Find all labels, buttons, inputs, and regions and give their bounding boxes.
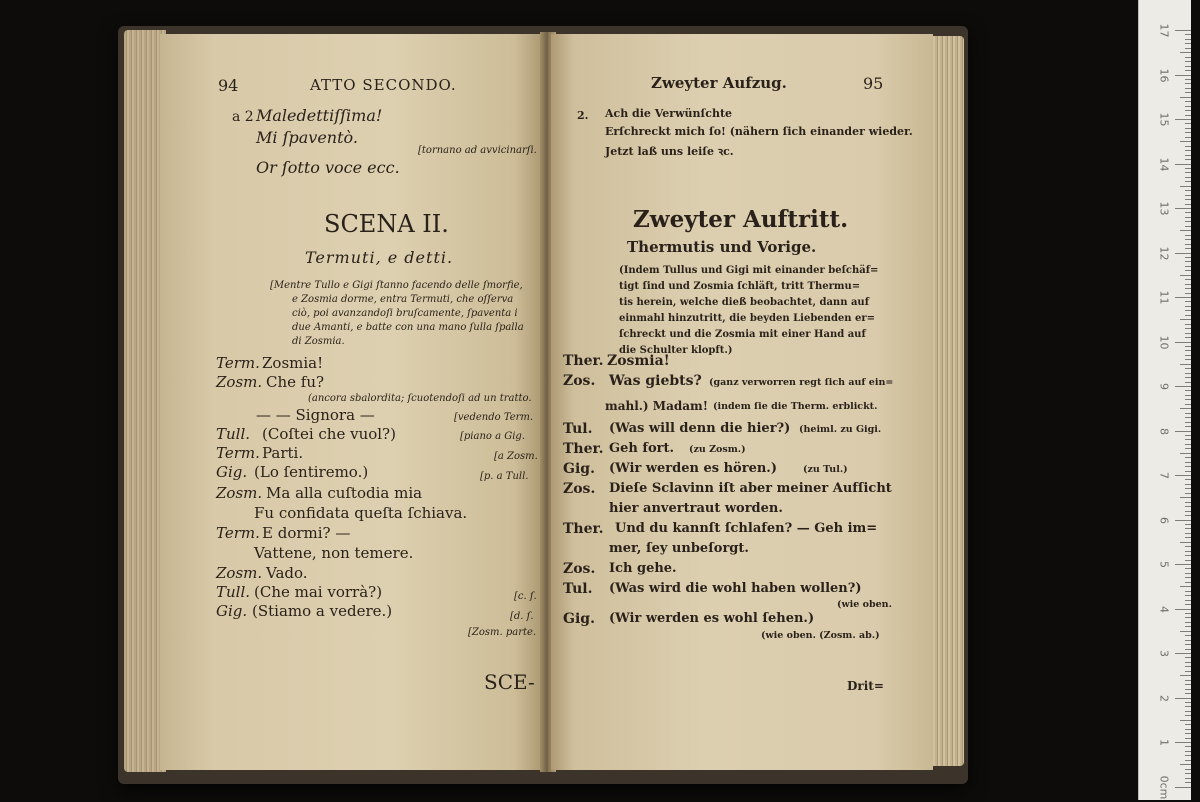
ruler-tick [1175, 253, 1191, 254]
dialogue-line: mahl.) Madam! [605, 399, 708, 413]
ruler-tick [1185, 724, 1191, 725]
ruler-tick [1185, 435, 1191, 436]
ruler-tick [1180, 319, 1191, 320]
dialogue-line: Ma alla cuſtodia mia [266, 484, 423, 502]
ruler-tick [1185, 778, 1191, 779]
ruler-tick [1185, 79, 1191, 80]
ruler-tick [1185, 390, 1191, 391]
ruler-tick [1185, 617, 1191, 618]
stage-aside: [p. a Tull. [480, 471, 529, 482]
speaker-name: Term. [216, 444, 260, 462]
stage-aside: (wie oben. [837, 599, 892, 610]
ruler-tick [1185, 66, 1191, 67]
ruler-tick [1185, 613, 1191, 614]
ruler-tick [1185, 248, 1191, 249]
verse-line: Maledettiſſima! [256, 106, 383, 125]
ruler-tick [1185, 662, 1191, 663]
stage-aside: [d. ſ. [510, 611, 534, 622]
speaker-name: Gig. [563, 461, 595, 477]
ruler-tick [1185, 355, 1191, 356]
speaker-label: 2. [577, 109, 589, 122]
ruler-tick [1185, 511, 1191, 512]
dialogue-line: (Wir werden es wohl ſehen.) [609, 611, 815, 626]
ruler-tick [1185, 279, 1191, 280]
ruler-tick [1185, 689, 1191, 690]
ruler-tick [1185, 226, 1191, 227]
ruler-tick [1185, 448, 1191, 449]
ruler-tick [1185, 92, 1191, 93]
ruler-tick [1185, 404, 1191, 405]
ruler-number: 10 [1157, 335, 1171, 349]
stage-direction-line: di Zosmia. [292, 336, 345, 347]
stage-direction: [tornano ad avvicinarſi. [418, 145, 537, 156]
stage-direction-line: (Indem Tullus und Gigi mit einander beſchäf= [619, 265, 879, 276]
ruler-tick [1185, 462, 1191, 463]
ruler-tick [1185, 555, 1191, 556]
ruler-tick [1185, 123, 1191, 124]
stage-aside: (ganz verworren regt ſich auf ein= [709, 377, 894, 388]
speaker-name: Gig. [216, 602, 248, 620]
stage-aside: [Zosm. parte. [468, 627, 537, 638]
verse-line: Erſchreckt mich ſo! (nähern ſich einander wieder. [605, 125, 913, 138]
stage-aside: (zu Zosm.) [689, 444, 746, 455]
right-page [551, 34, 933, 770]
ruler-tick [1180, 542, 1191, 543]
ruler-tick [1185, 177, 1191, 178]
ruler-number: 6 [1157, 516, 1171, 524]
verse-line: Jetzt laß uns leiſe ꝛc. [605, 145, 734, 158]
ruler-tick [1185, 399, 1191, 400]
scene-title: SCENA II. [324, 210, 449, 238]
stage-direction-line: due Amanti, e batte con una mano ſulla ſpalla [292, 322, 524, 333]
ruler-tick [1185, 680, 1191, 681]
ruler-tick [1185, 70, 1191, 71]
stage-direction-line: die Schulter klopft.) [619, 345, 733, 356]
stage-direction-line: [Mentre Tullo e Gigi ſtanno facendo delle ſmorfie, [270, 280, 523, 291]
dialogue-line: — — Signora — [256, 406, 375, 424]
speaker-name: Tull. [216, 583, 251, 601]
dialogue-line: Dieſe Sclavinn iſt aber meiner Aufſicht [609, 481, 892, 496]
ruler-tick [1180, 497, 1191, 498]
speaker-name: Ther. [563, 441, 604, 457]
ruler-tick [1185, 426, 1191, 427]
ruler-tick [1175, 742, 1191, 743]
ruler-tick [1185, 782, 1191, 783]
ruler-tick [1185, 368, 1191, 369]
ruler-tick [1185, 217, 1191, 218]
ruler-tick [1175, 386, 1191, 387]
ruler-tick [1185, 39, 1191, 40]
ruler-tick [1175, 342, 1191, 343]
ruler-tick [1185, 155, 1191, 156]
ruler-tick [1175, 787, 1191, 788]
ruler-tick [1185, 373, 1191, 374]
ruler-tick [1185, 333, 1191, 334]
left-page-number: 94 [218, 76, 239, 95]
dialogue-line: Ich gehe. [609, 561, 677, 576]
ruler-number: 13 [1157, 201, 1171, 216]
ruler-tick [1180, 586, 1191, 587]
ruler-tick [1185, 626, 1191, 627]
ruler-tick [1185, 635, 1191, 636]
ruler-tick [1180, 631, 1191, 632]
ruler-number: 5 [1157, 561, 1171, 568]
verse-line: Mi ſpaventò. [256, 128, 358, 147]
ruler-number: 16 [1157, 68, 1171, 82]
scene-subtitle: Thermutis und Vorige. [627, 238, 817, 256]
ruler-tick [1175, 564, 1191, 565]
ruler-tick [1185, 640, 1191, 641]
ruler-tick [1185, 101, 1191, 102]
ruler-tick [1175, 30, 1191, 31]
ruler-tick [1175, 609, 1191, 610]
ruler-tick [1185, 471, 1191, 472]
ruler-tick [1180, 141, 1191, 142]
stage-direction-line: tis herein, welche dieß beobachtet, dann auf [619, 297, 869, 308]
ruler-tick [1185, 479, 1191, 480]
ruler-tick [1185, 738, 1191, 739]
dialogue-line: (Was wird die wohl haben wollen?) [609, 581, 862, 596]
ruler-tick [1180, 453, 1191, 454]
ruler-tick [1185, 88, 1191, 89]
ruler-tick [1185, 284, 1191, 285]
ruler-tick [1185, 515, 1191, 516]
dialogue-line: Vattene, non temere. [254, 544, 414, 562]
dialogue-line: Zosmia! [607, 353, 670, 369]
ruler-tick [1185, 57, 1191, 58]
ruler-tick [1180, 675, 1191, 676]
ruler-tick [1185, 195, 1191, 196]
ruler-tick [1185, 172, 1191, 173]
stage-aside: [vedendo Term. [454, 412, 534, 423]
ruler-tick [1175, 164, 1191, 165]
ruler-tick [1175, 475, 1191, 476]
ruler-tick [1185, 261, 1191, 262]
ruler-tick [1185, 591, 1191, 592]
ruler-tick [1175, 431, 1191, 432]
ruler-number: 0cm [1157, 775, 1171, 799]
ruler-tick [1185, 457, 1191, 458]
ruler-tick [1185, 568, 1191, 569]
scene-title: Zweyter Auftritt. [633, 206, 849, 233]
ruler-tick [1185, 657, 1191, 658]
catchword: Drit= [847, 679, 884, 693]
ruler-tick [1185, 595, 1191, 596]
ruler-tick [1185, 204, 1191, 205]
ruler-tick [1185, 359, 1191, 360]
ruler-tick [1185, 422, 1191, 423]
ruler-tick [1185, 61, 1191, 62]
ruler-tick [1185, 493, 1191, 494]
speaker-name: Zos. [563, 561, 596, 577]
ruler-tick [1185, 350, 1191, 351]
verse-line: Or ſotto voce ecc. [256, 158, 400, 177]
stage-aside: [c. ſ. [514, 591, 537, 602]
ruler-tick [1185, 729, 1191, 730]
ruler-tick [1185, 484, 1191, 485]
ruler-tick [1185, 733, 1191, 734]
ruler-tick [1185, 413, 1191, 414]
ruler-number: 12 [1157, 246, 1171, 260]
speaker-name: Zosm. [216, 564, 263, 582]
ruler-tick [1185, 235, 1191, 236]
speaker-name: Zosm. [216, 484, 263, 502]
ruler-tick [1185, 293, 1191, 294]
ruler-tick [1185, 524, 1191, 525]
speaker-name: Zos. [563, 373, 596, 389]
dialogue-line: Zosmia! [262, 354, 324, 372]
ruler-tick [1185, 417, 1191, 418]
ruler-tick [1185, 746, 1191, 747]
ruler-tick [1185, 190, 1191, 191]
catchword: SCE- [484, 670, 535, 694]
ruler-tick [1185, 551, 1191, 552]
ruler-tick [1175, 297, 1191, 298]
scene-subtitle: Termuti, e detti. [305, 248, 454, 267]
ruler-tick [1185, 199, 1191, 200]
speaker-name: Tul. [563, 581, 593, 597]
dialogue-line: Che fu? [266, 373, 325, 391]
ruler-tick [1185, 83, 1191, 84]
speaker-name: Gig. [216, 463, 248, 481]
ruler-number: 2 [1157, 694, 1171, 702]
dialogue-line: Und du kannſt ſchlafen? — Geh im= [615, 521, 878, 536]
ruler-tick [1185, 337, 1191, 338]
speaker-name: Ther. [563, 353, 604, 369]
ruler-tick [1180, 720, 1191, 721]
ruler-tick [1185, 706, 1191, 707]
ruler-tick [1180, 764, 1191, 765]
ruler-tick [1180, 186, 1191, 187]
stage-direction-line: ciò, poi avanzandoſi bruſcamente, ſpaventa i [292, 308, 518, 319]
ruler-tick [1185, 301, 1191, 302]
ruler-tick [1185, 769, 1191, 770]
right-page-number: 95 [863, 74, 884, 93]
ruler-tick [1185, 528, 1191, 529]
ruler-tick [1185, 128, 1191, 129]
stage-direction-line: einmahl hinzutritt, die beyden Liebenden er= [619, 313, 876, 324]
speaker-name: Zosm. [216, 373, 263, 391]
dialogue-line: (Lo ſentiremo.) [254, 463, 369, 481]
speaker-name: Tul. [563, 421, 593, 437]
speaker-name: Tull. [216, 425, 251, 443]
ruler-tick [1185, 212, 1191, 213]
dialogue-line: Fu confidata queſta ſchiava. [254, 504, 468, 522]
ruler-tick [1185, 715, 1191, 716]
ruler-number: 17 [1157, 23, 1171, 38]
ruler-tick [1185, 137, 1191, 138]
left-page [160, 34, 545, 770]
ruler-tick [1185, 132, 1191, 133]
ruler-tick [1185, 288, 1191, 289]
ruler-tick [1185, 693, 1191, 694]
ruler-tick [1185, 48, 1191, 49]
ruler-tick [1185, 582, 1191, 583]
stage-direction-line: ſchreckt und die Zosmia mit einer Hand auf [619, 329, 866, 340]
left-running-header: ATTO SECONDO. [310, 76, 457, 94]
ruler-tick [1185, 150, 1191, 151]
stage-aside: (indem ſie die Therm. erblickt. [713, 401, 878, 412]
ruler-tick [1185, 328, 1191, 329]
dialogue-line: (Coſtei che vuol?) [262, 425, 396, 443]
ruler-tick [1180, 52, 1191, 53]
ruler-tick [1185, 604, 1191, 605]
ruler-tick [1185, 377, 1191, 378]
ruler-tick [1185, 43, 1191, 44]
ruler-tick [1185, 244, 1191, 245]
ruler-tick [1185, 666, 1191, 667]
dialogue-line: E dormi? — [262, 524, 351, 542]
ruler-tick [1185, 168, 1191, 169]
dialogue-line: Was giebts? [609, 373, 702, 389]
ruler-tick [1185, 382, 1191, 383]
ruler-tick [1180, 230, 1191, 231]
ruler-tick [1185, 684, 1191, 685]
ruler-tick [1185, 537, 1191, 538]
ruler-tick [1185, 106, 1191, 107]
ruler-tick [1185, 466, 1191, 467]
ruler-tick [1185, 115, 1191, 116]
page-edges-right [930, 36, 964, 766]
ruler-tick [1185, 760, 1191, 761]
dialogue-line: (Was will denn die hier?) [609, 421, 791, 436]
speaker-name: Term. [216, 354, 260, 372]
ruler-tick [1185, 502, 1191, 503]
ruler-tick [1185, 439, 1191, 440]
ruler-tick [1185, 34, 1191, 35]
ruler-tick [1185, 773, 1191, 774]
ruler-tick [1185, 346, 1191, 347]
ruler-tick [1185, 221, 1191, 222]
ruler-tick [1185, 444, 1191, 445]
ruler-tick [1185, 488, 1191, 489]
ruler-tick [1185, 506, 1191, 507]
stage-aside: [a Zosm. [494, 451, 538, 462]
dialogue-line: (Che mai vorrà?) [254, 583, 383, 601]
ruler-tick [1185, 533, 1191, 534]
ruler-tick [1185, 146, 1191, 147]
ruler-tick [1175, 698, 1191, 699]
speaker-name: Gig. [563, 611, 595, 627]
ruler-tick [1185, 751, 1191, 752]
ruler-tick [1185, 622, 1191, 623]
ruler-tick [1180, 97, 1191, 98]
right-running-header: Zweyter Aufzug. [651, 74, 787, 92]
dialogue-line: Vado. [266, 564, 308, 582]
ruler-tick [1185, 110, 1191, 111]
ruler-tick [1180, 408, 1191, 409]
ruler-tick [1175, 520, 1191, 521]
ruler-tick [1180, 275, 1191, 276]
speaker-label: a 2 [232, 109, 254, 125]
ruler-tick [1185, 395, 1191, 396]
ruler-tick [1185, 270, 1191, 271]
ruler-tick [1185, 181, 1191, 182]
ruler-number: 11 [1157, 290, 1171, 305]
dialogue-line: Parti. [262, 444, 304, 462]
dialogue-line: (Stiamo a vedere.) [252, 602, 393, 620]
ruler-number: 8 [1157, 427, 1171, 435]
dialogue-line: Geh fort. [609, 441, 674, 456]
ruler-tick [1185, 573, 1191, 574]
ruler-tick [1185, 600, 1191, 601]
ruler-number: 1 [1157, 739, 1171, 746]
ruler-number: 14 [1157, 157, 1171, 171]
ruler-tick [1175, 208, 1191, 209]
ruler-tick [1175, 653, 1191, 654]
ruler-number: 4 [1157, 605, 1171, 613]
stage-aside: [piano a Gig. [460, 431, 526, 442]
ruler-tick [1185, 711, 1191, 712]
stage-aside: (wie oben. (Zosm. ab.) [761, 630, 880, 641]
ruler-tick [1175, 75, 1191, 76]
stage-aside: (zu Tul.) [803, 464, 848, 475]
ruler-tick [1185, 755, 1191, 756]
ruler-tick [1185, 546, 1191, 547]
stage-direction-line: tigt ſind und Zosmia ſchläft, tritt Thermu= [619, 281, 861, 292]
dialogue-line: hier anvertraut worden. [609, 501, 783, 516]
verse-line: Ach die Verwünſchte [605, 107, 733, 120]
ruler-number: 15 [1157, 112, 1171, 127]
ruler-tick [1185, 257, 1191, 258]
ruler-tick [1175, 119, 1191, 120]
ruler-tick [1185, 159, 1191, 160]
stage-direction-line: e Zosmia dorme, entra Termuti, che oſſerva [292, 294, 514, 305]
ruler-tick [1185, 560, 1191, 561]
speaker-name: Zos. [563, 481, 596, 497]
ruler-tick [1185, 702, 1191, 703]
stage-aside: (heiml. zu Gigi. [799, 424, 882, 435]
ruler-tick [1180, 364, 1191, 365]
ruler-tick [1185, 671, 1191, 672]
dialogue-line: mer, ſey unbeſorgt. [609, 541, 749, 556]
speaker-name: Term. [216, 524, 260, 542]
ruler-number: 9 [1157, 383, 1171, 390]
dialogue-line: (Wir werden es hören.) [609, 461, 777, 476]
ruler-tick [1185, 649, 1191, 650]
ruler-tick [1185, 324, 1191, 325]
ruler-tick [1185, 315, 1191, 316]
stage-aside: (ancora sbalordita; ſcuotendoſi ad un tratto. [308, 393, 532, 404]
measuring-ruler [1138, 0, 1191, 800]
ruler-tick [1185, 239, 1191, 240]
speaker-name: Ther. [563, 521, 604, 537]
ruler-tick [1185, 306, 1191, 307]
ruler-tick [1185, 577, 1191, 578]
ruler-tick [1185, 310, 1191, 311]
ruler-number: 3 [1157, 650, 1171, 657]
ruler-tick [1185, 266, 1191, 267]
ruler-number: 7 [1157, 472, 1171, 479]
ruler-tick [1185, 644, 1191, 645]
